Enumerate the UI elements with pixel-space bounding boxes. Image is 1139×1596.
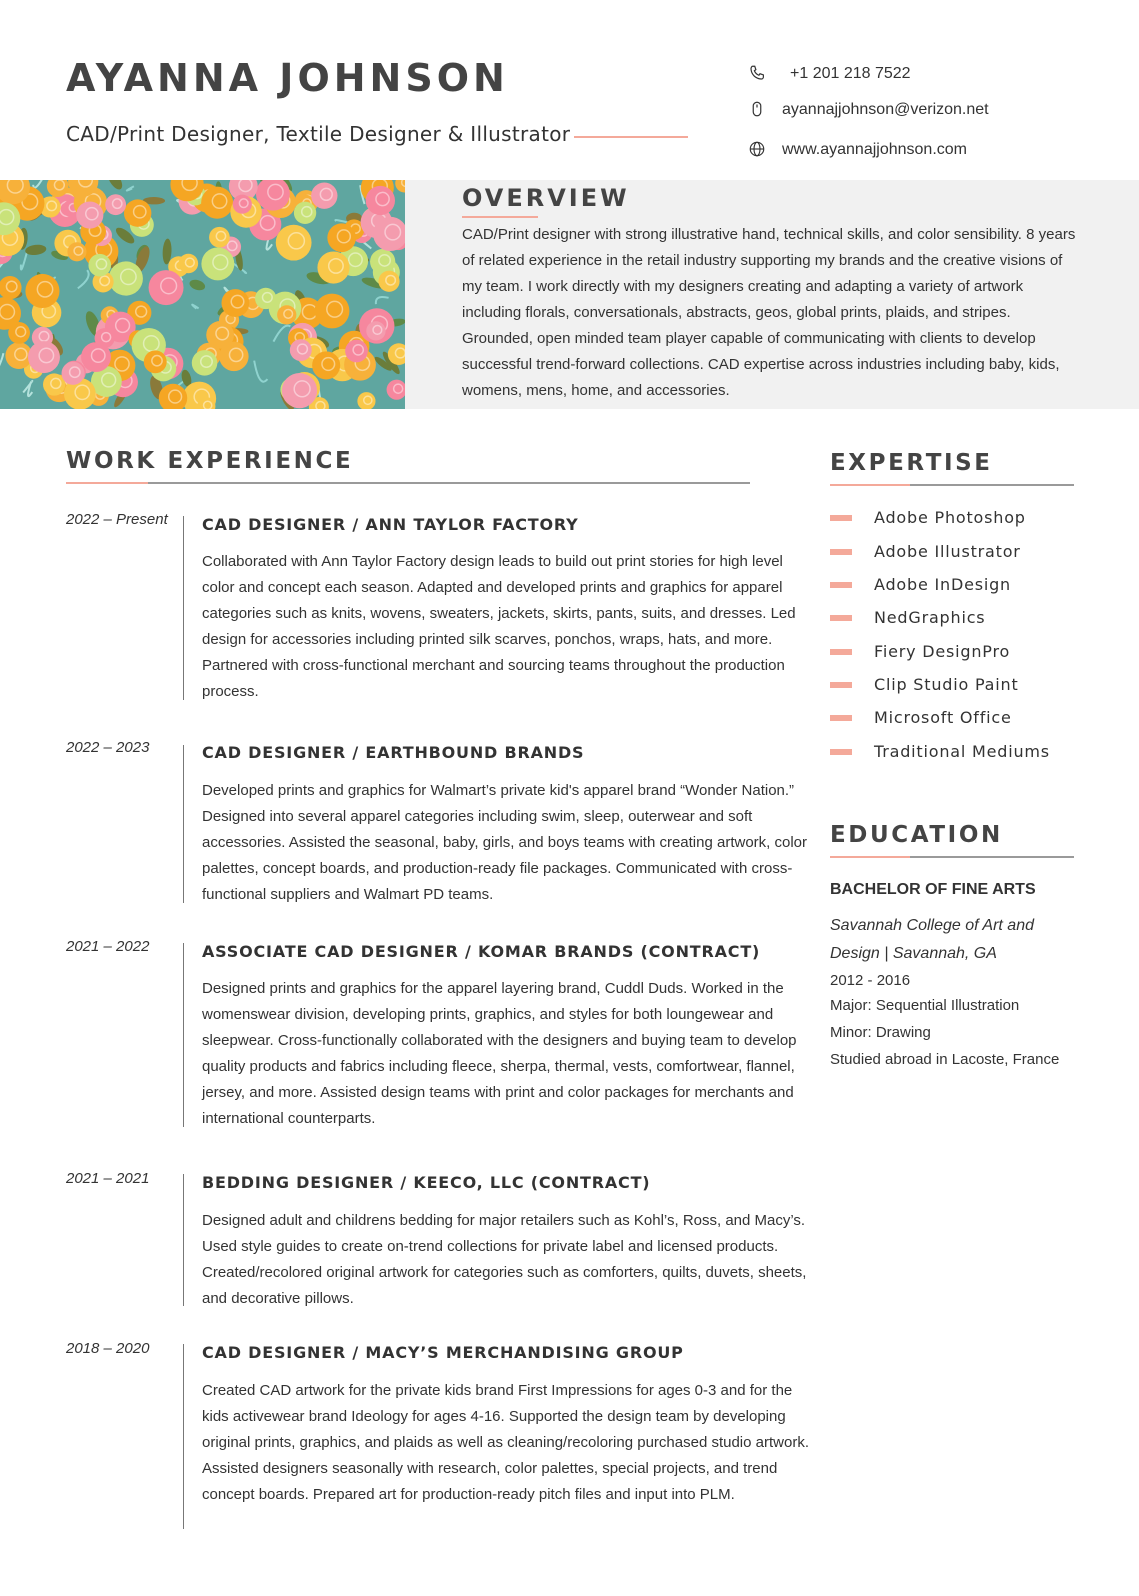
job-timeline-line <box>183 745 184 903</box>
job-date: 2018 – 2020 <box>66 1340 150 1357</box>
overview-paragraph: CAD/Print designer with strong illustrative hand, technical skills, and color sensibility. 8 years of related experience in the retail industry supporting my brands and the creative visions of my team. I work directly with my designers creating and adapting a variety of artwork including florals, conversationals, abstracts, geos, global prints, plaids, and stripes. Grounded, open minded team player capable of communicating with clients to develop successful trend-forward collections. CAD expertise across industries including baby, kids, womens, mens, home, and accessories. <box>462 226 1076 399</box>
skill-item <box>830 508 1026 527</box>
skill-bullet <box>830 615 852 621</box>
skill-bullet <box>830 549 852 555</box>
title-accent-line <box>574 136 688 138</box>
contact-website[interactable] <box>748 140 967 160</box>
education-major: Major: Sequential Illustration <box>830 997 1020 1014</box>
education-years: 2012 - 2016 <box>830 972 911 989</box>
mouse-icon <box>748 100 768 120</box>
job-description: Designed prints and graphics for the apparel layering brand, Cuddl Duds. Worked in the womenswear division, developing prints, graphics, and styles for both loungewear and sleepwear. Cross-functionally collaborated with the designers and buying team to develop quality products and fabrics including fleece, sherpa, thermal, vests, comfortwear, flannel, jersey, and more. Assisted design teams with print and color packages for merchants and international counterparts. <box>202 980 797 1127</box>
job-title: CAD DESIGNER / MACY’S MERCHANDISING GROUP <box>202 1343 684 1362</box>
expertise-heading: EXPERTISE <box>830 450 993 476</box>
skill-label: Adobe Illustrator <box>874 542 1021 561</box>
job-timeline-line <box>183 516 184 700</box>
contact-phone[interactable] <box>748 64 911 84</box>
job-description: Created CAD artwork for the private kids brand First Impressions for ages 0-3 and for the kids activewear brand Ideology for ages 4-16. Supported the design team by developing original prints, graphics, and plaids as well as cleaning/recoloring purchased studio artwork. Assisted designers seasonally with research, color palettes, special projects, and trend concept boards. Prepared art for production-ready pitch files and input into PLM. <box>202 1382 809 1503</box>
candidate-name: AYANNA JOHNSON <box>66 56 509 100</box>
website-text: www.ayannajjohnson.com <box>782 141 967 158</box>
skill-bullet <box>830 649 852 655</box>
job-title: BEDDING DESIGNER / KEECO, LLC (CONTRACT) <box>202 1173 651 1192</box>
skill-label: Microsoft Office <box>874 708 1012 727</box>
skill-label: Traditional Mediums <box>874 742 1050 761</box>
job-description: Collaborated with Ann Taylor Factory design leads to build out print stories for high level color and concept each season. Adapted and developed prints and graphics for apparel categories such as knits, wovens, sweaters, jackets, skirts, pants, suits, and dresses. Led design for accessories including printed silk scarves, ponchos, wraps, hats, and more. Partnered with cross-functional merchant and sourcing teams throughout the production process. <box>202 553 796 700</box>
job-date: 2022 – 2023 <box>66 739 150 756</box>
skill-label: Fiery DesignPro <box>874 642 1011 661</box>
job-description: Developed prints and graphics for Walmart’s private kid's apparel brand “Wonder Nation.” Designed into several apparel categories including swim, sleep, outerwear and soft accessories. Assisted the seasonal, baby, girls, and boys teams with creating artwork, color palettes, concept boards, and production-ready file packages. Communicated with cross-functional suppliers and Walmart PD teams. <box>202 782 808 903</box>
skill-item <box>830 708 1012 727</box>
job-timeline-line <box>183 1174 184 1306</box>
job-date: 2022 – Present <box>66 511 168 528</box>
phone-icon <box>748 64 768 84</box>
job-date: 2021 – 2021 <box>66 1170 150 1187</box>
contact-email[interactable] <box>748 100 989 120</box>
skill-bullet <box>830 582 852 588</box>
expertise-rule-accent <box>830 484 910 486</box>
education-heading: EDUCATION <box>830 822 1003 848</box>
education-rule-accent <box>830 856 910 858</box>
work-rule <box>66 482 750 484</box>
skill-bullet <box>830 715 852 721</box>
education-degree: BACHELOR OF FINE ARTS <box>830 881 1036 898</box>
job-timeline-line <box>183 943 184 1127</box>
job-date: 2021 – 2022 <box>66 938 150 955</box>
job-title: CAD DESIGNER / EARTHBOUND BRANDS <box>202 743 585 762</box>
email-text: ayannajjohnson@verizon.net <box>782 101 989 118</box>
overview-accent-line <box>462 216 538 218</box>
job-title: ASSOCIATE CAD DESIGNER / KOMAR BRANDS (CONTRACT) <box>202 942 761 961</box>
education-minor: Minor: Drawing <box>830 1024 931 1041</box>
skill-item <box>830 675 1019 694</box>
job-timeline-line <box>183 1344 184 1529</box>
skill-label: Clip Studio Paint <box>874 675 1019 694</box>
work-rule-accent <box>66 482 148 484</box>
job-description: Designed adult and childrens bedding for major retailers such as Kohl’s, Ross, and Macy’s. Used style guides to create on-trend collections for private label and licensed products. Created/recolored original artwork for categories such as comforters, quilts, duvets, sheets, and decorative pillows. <box>202 1212 807 1307</box>
education-school: Savannah College of Art and Design | Savannah, GA <box>830 917 1034 962</box>
skill-label: Adobe InDesign <box>874 575 1011 594</box>
globe-icon <box>748 140 768 160</box>
skill-bullet <box>830 515 852 521</box>
skill-item <box>830 608 985 627</box>
work-experience-heading: WORK EXPERIENCE <box>66 448 354 474</box>
skill-bullet <box>830 749 852 755</box>
skill-item <box>830 742 1050 761</box>
floral-pattern-image <box>0 180 405 409</box>
skill-label: Adobe Photoshop <box>874 508 1026 527</box>
skill-item <box>830 575 1011 594</box>
job-title: CAD DESIGNER / ANN TAYLOR FACTORY <box>202 515 579 534</box>
phone-text: +1 201 218 7522 <box>790 65 911 82</box>
skill-item <box>830 542 1021 561</box>
candidate-title: CAD/Print Designer, Textile Designer & Illustrator <box>66 122 571 146</box>
skill-label: NedGraphics <box>874 608 986 627</box>
skill-item <box>830 642 1010 661</box>
skill-bullet <box>830 682 852 688</box>
education-abroad: Studied abroad in Lacoste, France <box>830 1051 1060 1068</box>
overview-heading: OVERVIEW <box>462 184 630 212</box>
